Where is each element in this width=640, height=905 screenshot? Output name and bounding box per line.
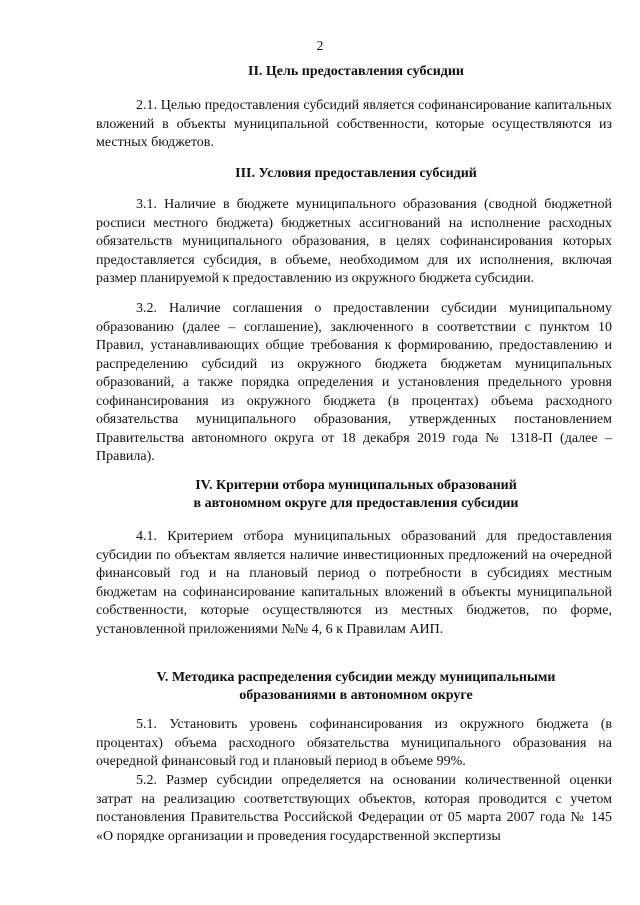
page-number: 2 [316, 38, 324, 53]
paragraph-3-2: 3.2. Наличие соглашения о предоставлении субсидии муниципальному образованию (далее – соглашение), заключенного в соответствии с пунктом 10 Правил, устанавливающих общие требования к формированию, предоставлению и распределению субсидий из окружного бюджета бюджетам муниципальных образований, а также порядка определения и установления предельного уровня софинансирования из окружного бюджета (в процентах) объема расходного обязательства муниципального образования, утвержденных постановлением Правительства автономного округа от 18 декабря 2019 года № 1318-П (далее – Правила). [96, 301, 612, 464]
section-heading-5-line2: образованиями в автономном округе [239, 688, 473, 703]
paragraph-3-1: 3.1. Наличие в бюджете муниципального образования (сводной бюджетной росписи местного бюджета) бюджетных ассигнований на исполнение расходных обязательств муниципального образования, в целях софинансирования которых предоставляется субсидия, в объеме, необходимом для их исполнения, включая размер планируемой к предоставлению из окружного бюджета субсидии. [96, 197, 612, 286]
paragraph-4-1: 4.1. Критерием отбора муниципальных образований для предоставления субсидии по объектам является наличие инвестиционных предложений на очередной финансовый год и на плановый период о потребности в субсидиях местным бюджетам на софинансирование капитальных вложений в объекты муниципальной собственности, которые осуществляются из местных бюджетов, по форме, установленной приложениями №№ 4, 6 к Правилам АИП. [96, 529, 612, 637]
paragraph-2-1: 2.1. Целью предоставления субсидий является софинансирование капитальных вложений в объекты муниципальной собственности, которые осуществляются из местных бюджетов. [96, 98, 612, 150]
section-heading-5 [96, 669, 616, 705]
paragraph-5-1: 5.1. Установить уровень софинансирования из окружного бюджета (в процентах) объема расходного обязательства муниципального образования на очередной финансовый год и плановый период в объеме 99%. [96, 717, 612, 769]
section-heading-5-line1: V. Методика распределения субсидии между муниципальными [156, 670, 556, 685]
section-heading-4 [96, 477, 616, 513]
section-heading-4-line1: IV. Критерии отбора муниципальных образований [195, 478, 517, 493]
section-heading-3: III. Условия предоставления субсидий [235, 166, 477, 181]
paragraph-5-2: 5.2. Размер субсидии определяется на основании количественной оценки затрат на реализацию соответствующих объектов, которая проводится с учетом постановления Правительства Российской Федерации от 05 марта 2007 года № 145 «О порядке организации и проведения государственной экспертизы [96, 773, 612, 844]
section-heading-4-line2: в автономном округе для предоставления субсидии [193, 496, 519, 511]
section-heading-2: II. Цель предоставления субсидии [248, 64, 464, 79]
